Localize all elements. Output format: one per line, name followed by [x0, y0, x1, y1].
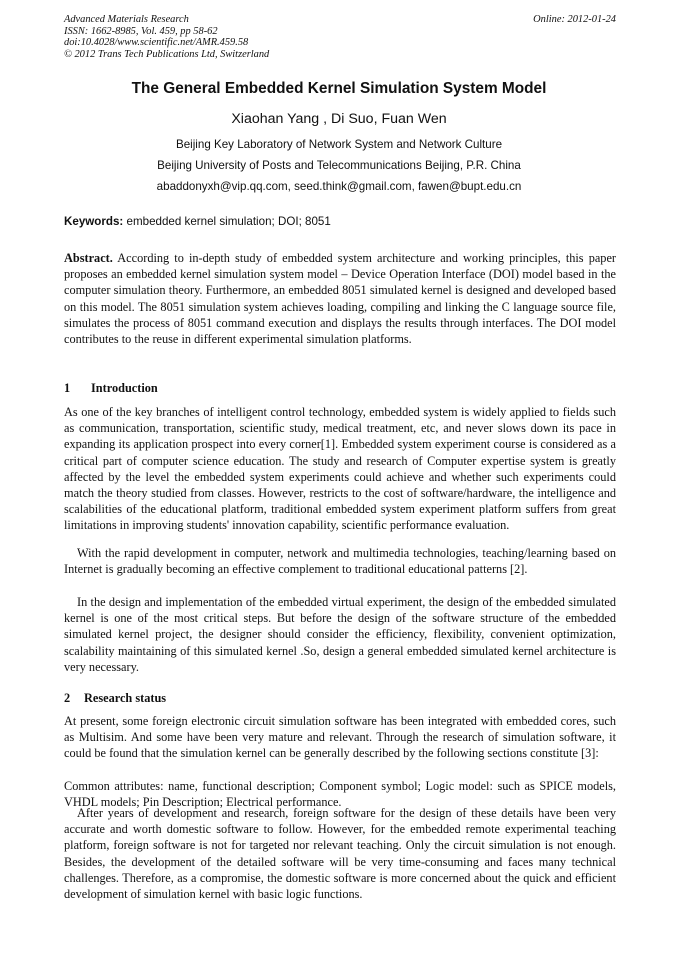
- doi-line: doi:10.4028/www.scientific.net/AMR.459.58: [64, 37, 249, 49]
- affiliation-1: Beijing Key Laboratory of Network System and Network Culture: [175, 138, 503, 151]
- journal-name: Advanced Materials Research: [64, 14, 189, 25]
- section-1-number: 1: [64, 381, 71, 395]
- paper-title: The General Embedded Kernel Simulation System Model: [131, 80, 547, 97]
- abstract-label: Abstract.: [64, 251, 113, 265]
- section-2-number: 2: [64, 691, 71, 705]
- section-2-paragraph-1: At present, some foreign electronic circuit simulation software has been integrated with embedded cores, such as Multisim. And some have been very mature and relevant. Through the research of simulation software, it could be found that the simulation kernel can be generally described by the following sections constitute [3]:: [64, 714, 616, 761]
- section-2-title: Research status: [84, 691, 167, 705]
- section-1-heading: [64, 381, 158, 396]
- section-1-title: Introduction: [91, 381, 158, 395]
- section-1-paragraph-1: As one of the key branches of intelligent control technology, embedded system is widely applied to fields such as communication, transportation, scientific study, medical treatment, etc, and never slows down its pace in expanding its application prospect into every corner[1]. Embedded system experiment course is considered as a critical part of computer science education. The study and research of Computer expertise system is greatly affected by the level the embedded system experiments could achieve and whether such experiments could match the theory studied from classes. However, restricts to the cost of software/hardware, the intelligence and scalabilities of the educational platform, traditional embedded system experiment platform suffers from great limitations in improving students' innovation capability, scientific performance evaluation.: [64, 405, 616, 533]
- author-emails: abaddonyxh@vip.qq.com, seed.think@gmail.com, fawen@bupt.edu.cn: [156, 180, 522, 193]
- section-2-paragraph-3: After years of development and research, foreign software for the design of these details have been very accurate and worth domestic software to follow. However, for the embedded remote experimental teaching platform, foreign software is not for targeted nor relevant teaching. Only the circuit simulation is not enough. Besides, the development of the detailed software will be very time-consuming and faces many technical challenges. Therefore, as a compromise, the domestic software is more concerned about the quick and efficient development of simulation kernel with basic logic functions.: [64, 806, 616, 902]
- abstract: [64, 250, 616, 347]
- journal-meta: [64, 14, 616, 60]
- section-2-paragraph-2: Common attributes: name, functional description; Component symbol; Logic model: such as SPICE models, VHDL models; Pin Description; Electrical performance.: [64, 779, 616, 810]
- issn-line: ISSN: 1662-8985, Vol. 459, pp 58-62: [64, 25, 218, 37]
- keywords-label: Keywords:: [64, 215, 124, 228]
- section-1-paragraph-3: In the design and implementation of the embedded virtual experiment, the design of the embedded simulated kernel is one of the most critical steps. But before the design of the software structure of the embedded simulated kernel project, the designer should consider the efficiency, flexibility, convenient optimization, scalability maintaining of this simulated kernel .So, design a general embedded simulated kernel architecture is very necessary.: [64, 595, 616, 674]
- online-date: Online: 2012-01-24: [533, 14, 616, 25]
- keywords: [64, 215, 616, 228]
- copyright-line: © 2012 Trans Tech Publications Ltd, Switzerland: [64, 48, 270, 60]
- paper-authors: Xiaohan Yang , Di Suo, Fuan Wen: [231, 111, 447, 127]
- section-2-heading: [64, 691, 166, 706]
- section-1-paragraph-2: With the rapid development in computer, network and multimedia technologies, teaching/learning based on Internet is gradually becoming an effective complement to traditional educational patterns [2].: [64, 546, 616, 577]
- affiliation-2: Beijing University of Posts and Telecommunications Beijing, P.R. China: [157, 159, 521, 172]
- abstract-text: According to in-depth study of embedded system architecture and working principles, this paper proposes an embedded kernel simulation system model – Device Operation Interface (DOI) model based in the computer simulation theory. Furthermore, an embedded 8051 simulated kernel is designed and developed based on this model. The 8051 simulation system achieves loading, compiling and linking the C language source file, simulates the process of 8051 command execution and displays the results through interfaces. The DOI model contributes to the reuse in different experimental simulation platforms.: [64, 251, 616, 347]
- keywords-text: embedded kernel simulation; DOI; 8051: [126, 215, 331, 228]
